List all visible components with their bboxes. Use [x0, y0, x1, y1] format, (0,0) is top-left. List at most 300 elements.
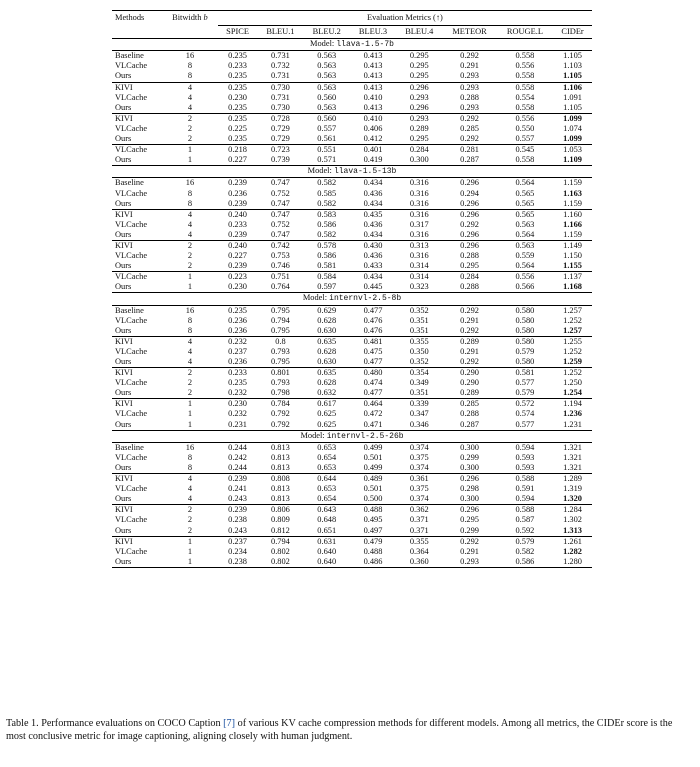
- metric-value-spice: 0.234: [228, 546, 247, 556]
- method-cell: VLCache: [115, 484, 148, 494]
- metric-value-bleu-3: 0.419: [363, 155, 383, 165]
- table-row: [112, 199, 592, 210]
- method-cell: VLCache: [115, 452, 148, 462]
- metric-value-bleu-1: 0.739: [271, 155, 290, 165]
- metric-value-meteor: 0.291: [460, 315, 479, 325]
- metric-value-meteor: 0.287: [460, 155, 479, 165]
- metric-value-rouge-l: 0.588: [497, 474, 553, 485]
- metric-value-bleu-2: 0.583: [304, 209, 350, 220]
- metric-value-bleu-1: 0.729: [271, 134, 290, 144]
- metric-value-bleu-3: 0.413: [350, 51, 396, 62]
- metric-value-rouge-l: 0.564: [497, 178, 553, 189]
- metric-value-spice: 0.239: [228, 198, 247, 208]
- metric-value-meteor: 0.300: [442, 442, 496, 453]
- metric-value-spice: 0.233: [228, 61, 247, 71]
- metric-value-bleu-1: 0.752: [271, 188, 290, 198]
- metric-value-rouge-l: 0.587: [515, 515, 535, 525]
- metric-value-spice: 0.237: [228, 346, 247, 356]
- metric-value-bleu-2: 0.585: [317, 188, 337, 198]
- metric-value-spice: 0.239: [228, 261, 247, 271]
- metric-value-meteor: 0.296: [442, 178, 496, 189]
- metric-value-bleu-1: 0.728: [257, 113, 303, 124]
- bitwidth-cell: 2: [187, 525, 193, 535]
- metric-value-bleu-3: 0.413: [363, 102, 383, 112]
- method-cell: VLCache: [112, 272, 162, 283]
- metric-value-cider: 1.252: [563, 315, 582, 325]
- metric-value-bleu-1: 0.802: [271, 546, 290, 556]
- metric-value-cider: 1.259: [563, 357, 582, 366]
- metric-value-spice: 0.236: [228, 357, 247, 366]
- table-row: [112, 536, 592, 547]
- method-cell: VLCache: [115, 409, 148, 419]
- caption-text-before: Performance evaluations on COCO Caption: [38, 718, 224, 729]
- metric-value-rouge-l: 0.577: [515, 419, 535, 429]
- metric-value-bleu-1: 0.730: [257, 82, 303, 93]
- metric-value-spice: 0.235: [228, 134, 247, 144]
- metric-value-bleu-3: 0.445: [363, 282, 383, 292]
- metric-value-bleu-4: 0.316: [409, 188, 429, 198]
- bitwidth-cell: 16: [162, 442, 218, 453]
- metric-value-cider: 1.252: [563, 346, 582, 356]
- metric-value-bleu-4: 0.296: [396, 82, 442, 93]
- table-row: [112, 399, 592, 410]
- metric-value-bleu-4: 0.317: [409, 219, 429, 229]
- metric-value-bleu-2: 0.563: [317, 61, 337, 71]
- metric-value-spice: 0.236: [228, 315, 247, 325]
- metric-value-meteor: 0.293: [442, 557, 496, 568]
- metric-value-meteor: 0.294: [460, 188, 479, 198]
- metric-value-bleu-3: 0.434: [363, 229, 383, 239]
- metric-value-spice: 0.235: [218, 82, 257, 93]
- metric-value-bleu-4: 0.300: [409, 155, 429, 165]
- metric-value-bleu-1: 0.742: [257, 240, 303, 251]
- bitwidth-cell: 1: [187, 282, 193, 292]
- metric-value-rouge-l: 0.588: [497, 505, 553, 516]
- metric-value-bleu-2: 0.563: [304, 51, 350, 62]
- metric-value-spice: 0.232: [228, 388, 247, 398]
- metric-value-bleu-4: 0.316: [409, 251, 429, 261]
- metric-value-bleu-4: 0.371: [409, 515, 429, 525]
- method-cell: Baseline: [112, 51, 162, 62]
- bitwidth-cell: 1: [162, 399, 218, 410]
- metric-value-meteor: 0.298: [460, 484, 479, 494]
- metric-value-cider: 1.236: [563, 409, 582, 419]
- metric-value-meteor: 0.300: [460, 494, 479, 504]
- metric-value-cider: 1.160: [553, 209, 592, 220]
- method-cell: KIVI: [112, 209, 162, 220]
- method-cell: Ours: [115, 71, 132, 81]
- metric-value-bleu-2: 0.653: [317, 462, 337, 472]
- metric-value-bleu-2: 0.563: [317, 102, 337, 112]
- metric-value-rouge-l: 0.564: [515, 261, 535, 271]
- metric-value-bleu-3: 0.410: [363, 92, 383, 102]
- metric-value-rouge-l: 0.580: [497, 336, 553, 347]
- table-row: [112, 357, 592, 368]
- metric-value-rouge-l: 0.556: [497, 272, 553, 283]
- metric-value-meteor: 0.291: [460, 346, 479, 356]
- method-cell: VLCache: [115, 61, 148, 71]
- metric-value-meteor: 0.292: [460, 357, 479, 366]
- metric-value-bleu-3: 0.476: [363, 315, 383, 325]
- metric-value-cider: 1.106: [553, 82, 592, 93]
- bitwidth-cell: 16: [162, 305, 218, 316]
- bitwidth-cell: 8: [187, 325, 193, 335]
- table-row: [112, 557, 592, 568]
- bitwidth-cell: 2: [187, 261, 193, 271]
- metric-value-rouge-l: 0.556: [515, 61, 535, 71]
- metric-value-bleu-2: 0.643: [304, 505, 350, 516]
- metric-value-cider: 1.159: [563, 229, 582, 239]
- metric-value-bleu-1: 0.753: [271, 251, 290, 261]
- table-row: [112, 61, 592, 71]
- metric-value-bleu-4: 0.295: [396, 51, 442, 62]
- method-cell: Ours: [115, 357, 132, 366]
- metric-value-bleu-4: 0.360: [396, 557, 442, 568]
- table-row: [112, 103, 592, 114]
- metric-value-bleu-1: 0.795: [271, 325, 290, 335]
- table-row: [112, 515, 592, 525]
- metric-value-rouge-l: 0.558: [497, 82, 553, 93]
- bitwidth-cell: 8: [187, 61, 193, 71]
- table-row: [112, 305, 592, 316]
- metric-value-meteor: 0.296: [460, 198, 479, 208]
- table-row: [112, 220, 592, 230]
- metric-value-bleu-1: 0.764: [271, 282, 290, 292]
- table-row: [112, 484, 592, 494]
- metric-value-bleu-4: 0.296: [409, 102, 429, 112]
- bitwidth-cell: 1: [162, 145, 218, 156]
- metric-value-meteor: 0.291: [460, 546, 479, 556]
- metric-value-bleu-3: 0.434: [350, 178, 396, 189]
- metric-value-bleu-1: 0.784: [257, 399, 303, 410]
- metric-value-bleu-4: 0.351: [409, 325, 429, 335]
- metric-value-bleu-4: 0.350: [409, 346, 429, 356]
- bitwidth-cell: 4: [187, 357, 193, 366]
- metric-value-cider: 1.099: [553, 113, 592, 124]
- table-row: [112, 326, 592, 337]
- metric-value-rouge-l: 0.586: [497, 557, 553, 568]
- metric-value-cider: 1.053: [553, 145, 592, 156]
- table-row: [112, 547, 592, 557]
- method-cell: Ours: [115, 229, 132, 239]
- metric-value-rouge-l: 0.565: [497, 209, 553, 220]
- evaluation-metrics-header: Evaluation Metrics (↑): [218, 11, 592, 26]
- metric-value-meteor: 0.295: [460, 515, 479, 525]
- metric-value-bleu-3: 0.435: [350, 209, 396, 220]
- metric-value-rouge-l: 0.582: [515, 546, 535, 556]
- method-cell: VLCache: [115, 546, 148, 556]
- metric-value-bleu-2: 0.578: [304, 240, 350, 251]
- metric-value-bleu-3: 0.499: [363, 462, 383, 472]
- metric-value-bleu-2: 0.640: [317, 546, 337, 556]
- metric-value-bleu-3: 0.406: [363, 123, 383, 133]
- metric-value-bleu-4: 0.295: [409, 134, 429, 144]
- metric-value-bleu-3: 0.500: [363, 494, 383, 504]
- metric-value-spice: 0.239: [218, 505, 257, 516]
- metric-value-meteor: 0.296: [442, 240, 496, 251]
- model-name: llava-1.5-13b: [333, 167, 397, 177]
- metric-value-spice: 0.241: [228, 484, 247, 494]
- method-cell: KIVI: [112, 82, 162, 93]
- metric-value-cider: 1.257: [553, 305, 592, 316]
- table-row: [112, 463, 592, 474]
- metric-value-bleu-1: 0.792: [271, 409, 290, 419]
- bitwidth-cell: 4: [187, 219, 193, 229]
- table-row: [112, 474, 592, 485]
- bitwidth-header-label: Bitwidth: [172, 13, 202, 22]
- metric-value-bleu-1: 0.813: [271, 452, 290, 462]
- metric-value-bleu-3: 0.495: [363, 515, 383, 525]
- metric-value-rouge-l: 0.565: [515, 188, 535, 198]
- metric-value-cider: 1.261: [553, 536, 592, 547]
- bitwidth-cell: 1: [187, 546, 193, 556]
- metric-header-spice: SPICE: [226, 27, 249, 37]
- bitwidth-cell: 2: [162, 368, 218, 379]
- model-label: [112, 293, 592, 305]
- table-row: [112, 368, 592, 379]
- metric-value-cider: 1.284: [553, 505, 592, 516]
- metric-value-bleu-2: 0.617: [304, 399, 350, 410]
- metric-value-meteor: 0.292: [442, 305, 496, 316]
- metric-value-bleu-4: 0.293: [396, 113, 442, 124]
- bitwidth-cell: 2: [187, 251, 193, 261]
- metric-value-bleu-3: 0.436: [363, 251, 383, 261]
- metric-value-bleu-1: 0.808: [257, 474, 303, 485]
- bitwidth-cell: 2: [187, 134, 193, 144]
- metric-value-bleu-2: 0.584: [304, 272, 350, 283]
- metric-value-rouge-l: 0.592: [515, 525, 535, 535]
- metric-value-bleu-4: 0.295: [409, 61, 429, 71]
- metric-value-spice: 0.230: [228, 282, 247, 292]
- metric-value-cider: 1.166: [563, 219, 582, 229]
- metric-value-bleu-3: 0.501: [363, 484, 383, 494]
- metric-value-meteor: 0.299: [460, 525, 479, 535]
- bitwidth-cell: 8: [187, 452, 193, 462]
- metric-value-spice: 0.244: [218, 442, 257, 453]
- metric-value-cider: 1.074: [563, 123, 582, 133]
- model-label: [112, 39, 592, 51]
- metric-value-bleu-2: 0.628: [317, 315, 337, 325]
- table-row: [112, 82, 592, 93]
- metric-value-spice: 0.233: [228, 219, 247, 229]
- metric-value-cider: 1.255: [553, 336, 592, 347]
- metric-value-rouge-l: 0.580: [515, 315, 535, 325]
- bitwidth-cell: 8: [187, 71, 193, 81]
- metric-value-bleu-4: 0.313: [396, 240, 442, 251]
- metric-value-bleu-1: 0.731: [271, 92, 290, 102]
- table-row: [112, 272, 592, 283]
- metric-value-bleu-2: 0.640: [304, 557, 350, 568]
- metric-header-bleu-2: BLEU.2: [312, 27, 341, 37]
- method-cell: Ours: [115, 494, 132, 504]
- metric-value-cider: 1.137: [553, 272, 592, 283]
- metric-value-bleu-2: 0.628: [317, 346, 337, 356]
- model-label-prefix: Model:: [300, 430, 327, 440]
- metric-value-meteor: 0.284: [442, 272, 496, 283]
- metric-value-spice: 0.225: [228, 123, 247, 133]
- metric-value-bleu-4: 0.316: [396, 209, 442, 220]
- metric-value-bleu-2: 0.563: [304, 82, 350, 93]
- method-cell: VLCache: [115, 315, 148, 325]
- table-row: [112, 526, 592, 537]
- metric-value-rouge-l: 0.559: [515, 251, 535, 261]
- method-cell: KIVI: [112, 336, 162, 347]
- method-cell: VLCache: [115, 219, 148, 229]
- metric-value-meteor: 0.288: [460, 92, 479, 102]
- metric-value-bleu-1: 0.794: [271, 315, 290, 325]
- metric-value-cider: 1.313: [563, 525, 582, 535]
- metric-value-cider: 1.163: [563, 188, 582, 198]
- method-cell: KIVI: [112, 505, 162, 516]
- metric-value-cider: 1.091: [563, 92, 582, 102]
- metric-value-bleu-2: 0.630: [317, 357, 337, 366]
- table-row: [112, 209, 592, 220]
- model-name: llava-1.5-7b: [336, 40, 394, 50]
- metric-value-meteor: 0.292: [442, 51, 496, 62]
- bitwidth-cell: 1: [162, 536, 218, 547]
- metric-value-spice: 0.237: [218, 536, 257, 547]
- metric-value-bleu-3: 0.430: [350, 240, 396, 251]
- bitwidth-cell: 4: [187, 484, 193, 494]
- table-body: [112, 39, 592, 568]
- metric-value-bleu-4: 0.339: [396, 399, 442, 410]
- metric-value-bleu-1: 0.729: [271, 123, 290, 133]
- metric-value-cider: 1.289: [553, 474, 592, 485]
- metric-value-bleu-4: 0.371: [409, 525, 429, 535]
- bitwidth-cell: 8: [187, 198, 193, 208]
- table-row: [112, 282, 592, 293]
- metric-value-bleu-4: 0.352: [396, 305, 442, 316]
- table-row: [112, 134, 592, 145]
- metric-value-meteor: 0.296: [442, 474, 496, 485]
- metric-value-bleu-1: 0.801: [257, 368, 303, 379]
- bitwidth-cell: 1: [162, 272, 218, 283]
- metric-value-bleu-2: 0.586: [317, 219, 337, 229]
- metric-value-cider: 1.320: [563, 494, 582, 504]
- method-cell: Ours: [115, 261, 132, 271]
- metric-value-rouge-l: 0.581: [497, 368, 553, 379]
- metric-value-bleu-3: 0.477: [363, 388, 383, 398]
- metric-value-cider: 1.105: [563, 71, 582, 81]
- metric-value-bleu-4: 0.316: [396, 178, 442, 189]
- metric-value-rouge-l: 0.580: [515, 325, 535, 335]
- metric-value-rouge-l: 0.558: [515, 155, 535, 165]
- metric-value-bleu-1: 0.792: [271, 419, 290, 429]
- method-cell: KIVI: [112, 368, 162, 379]
- metric-value-bleu-3: 0.474: [363, 378, 383, 388]
- metric-value-meteor: 0.293: [460, 71, 479, 81]
- metric-value-rouge-l: 0.563: [497, 240, 553, 251]
- model-section-header: [112, 430, 592, 442]
- metric-value-bleu-4: 0.314: [396, 272, 442, 283]
- metric-value-meteor: 0.290: [442, 368, 496, 379]
- metric-value-bleu-4: 0.351: [409, 315, 429, 325]
- metric-value-cider: 1.321: [563, 452, 582, 462]
- metric-value-bleu-3: 0.434: [363, 198, 383, 208]
- metric-value-bleu-2: 0.557: [317, 123, 337, 133]
- metric-value-bleu-4: 0.374: [409, 494, 429, 504]
- metric-value-bleu-2: 0.560: [304, 113, 350, 124]
- metric-value-bleu-4: 0.293: [409, 92, 429, 102]
- metric-value-bleu-4: 0.289: [409, 123, 429, 133]
- metric-value-meteor: 0.296: [442, 209, 496, 220]
- bitwidth-cell: 16: [162, 178, 218, 189]
- metric-value-bleu-4: 0.374: [396, 442, 442, 453]
- model-label-prefix: Model:: [302, 293, 330, 303]
- bitwidth-cell: 1: [162, 557, 218, 568]
- method-cell: Ours: [115, 282, 132, 292]
- metric-header-bleu-3: BLEU.3: [358, 27, 388, 37]
- metric-value-cider: 1.257: [563, 325, 582, 335]
- metric-value-spice: 0.233: [218, 368, 257, 379]
- metric-value-meteor: 0.292: [442, 536, 496, 547]
- metric-value-cider: 1.103: [563, 61, 582, 71]
- metric-value-bleu-2: 0.597: [317, 282, 337, 292]
- metric-value-spice: 0.230: [218, 399, 257, 410]
- citation-link[interactable]: [7]: [223, 718, 236, 729]
- table-row: [112, 388, 592, 399]
- table-row: [112, 230, 592, 241]
- metric-value-spice: 0.239: [218, 178, 257, 189]
- metric-value-bleu-4: 0.352: [409, 357, 429, 366]
- metric-value-bleu-2: 0.586: [317, 251, 337, 261]
- metric-value-rouge-l: 0.554: [515, 92, 535, 102]
- metric-value-bleu-1: 0.730: [271, 102, 290, 112]
- metric-value-rouge-l: 0.579: [515, 346, 535, 356]
- method-cell: Ours: [115, 155, 132, 165]
- bitwidth-cell: 4: [187, 102, 193, 112]
- model-name: internvl-2.5-26b: [326, 431, 404, 441]
- metric-value-bleu-2: 0.581: [317, 261, 337, 271]
- metric-value-meteor: 0.293: [442, 82, 496, 93]
- metric-value-cider: 1.302: [563, 515, 582, 525]
- metric-value-rouge-l: 0.557: [515, 134, 535, 144]
- metric-value-bleu-1: 0.747: [257, 178, 303, 189]
- metric-value-bleu-4: 0.349: [409, 378, 429, 388]
- table-row: [112, 124, 592, 134]
- bitwidth-cell: 4: [187, 494, 193, 504]
- metric-value-cider: 1.159: [553, 178, 592, 189]
- table-row: [112, 251, 592, 261]
- model-label: [112, 430, 592, 442]
- metric-value-bleu-1: 0.731: [257, 51, 303, 62]
- metric-value-spice: 0.242: [228, 452, 247, 462]
- metric-value-bleu-3: 0.489: [350, 474, 396, 485]
- metric-value-spice: 0.236: [228, 325, 247, 335]
- metric-value-bleu-1: 0.731: [271, 71, 290, 81]
- method-cell: Ours: [112, 557, 162, 568]
- metric-value-bleu-3: 0.501: [363, 452, 383, 462]
- metric-value-bleu-1: 0.747: [271, 229, 290, 239]
- metric-value-bleu-4: 0.361: [396, 474, 442, 485]
- metric-value-bleu-1: 0.813: [271, 494, 290, 504]
- metric-value-cider: 1.149: [553, 240, 592, 251]
- bitwidth-cell: 2: [187, 378, 193, 388]
- metric-value-spice: 0.227: [228, 251, 247, 261]
- metric-value-bleu-4: 0.374: [409, 462, 429, 472]
- bitwidth-cell: 4: [162, 474, 218, 485]
- metric-value-bleu-1: 0.798: [271, 388, 290, 398]
- metric-value-cider: 1.252: [553, 368, 592, 379]
- metric-value-bleu-1: 0.732: [271, 61, 290, 71]
- metric-value-bleu-4: 0.375: [409, 452, 429, 462]
- metric-value-rouge-l: 0.545: [497, 145, 553, 156]
- table-row: [112, 189, 592, 199]
- metric-value-cider: 1.231: [563, 419, 582, 429]
- results-table-container: [112, 10, 592, 568]
- metric-value-spice: 0.238: [228, 515, 247, 525]
- metric-value-bleu-3: 0.434: [350, 272, 396, 283]
